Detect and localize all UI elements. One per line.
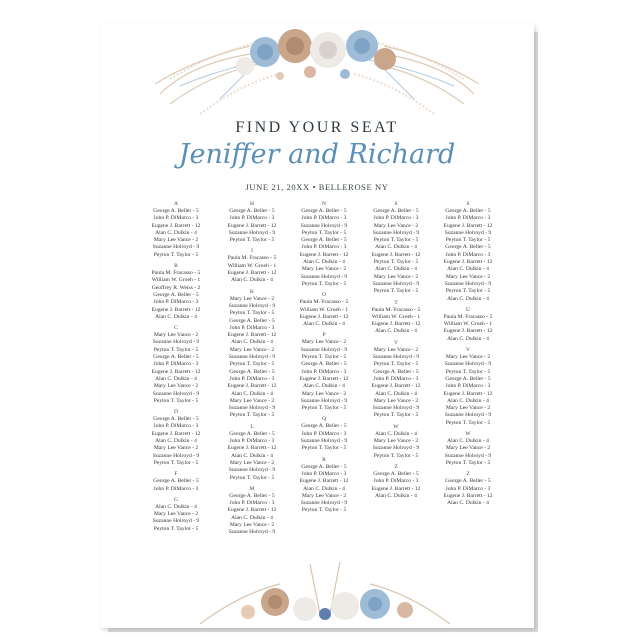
guest-entry: Suzanne Holroyd - 9 (444, 229, 492, 236)
guest-entry: Suzanne Holroyd - 9 (372, 354, 420, 361)
letter-group (212, 201, 292, 244)
guest-entry: Suzanne Holroyd - 9 (372, 229, 420, 236)
guest-entry: Eugene J. Barrett - 12 (299, 375, 349, 382)
guest-entry: Mary Lee Vance - 2 (229, 295, 275, 302)
letter-group (136, 201, 216, 259)
guest-entry: George A. Beller - 5 (301, 208, 347, 214)
group-letter: Q (322, 416, 326, 423)
guest-entry: Peyton T. Taylor - 5 (445, 237, 491, 244)
guest-entry: Alan C. Dulkin - 4 (375, 492, 417, 499)
group-letter: W (393, 423, 399, 430)
group-letter: P (322, 332, 326, 339)
guest-entry: Eugene J. Barrett - 12 (227, 507, 277, 514)
guest-entry: Eugene J. Barrett - 12 (371, 251, 421, 258)
letter-group (136, 263, 216, 321)
guest-entry: Alan C. Dulkin - 4 (447, 500, 489, 507)
guest-entry: Mary Lee Vance - 2 (153, 511, 199, 518)
letter-group (428, 471, 508, 507)
guest-entry: Geoffrey R. Weiss - 2 (151, 284, 201, 291)
guest-entry: John P. DiMarco - 3 (445, 251, 491, 258)
guest-entry: Alan C. Dulkin - 4 (155, 438, 197, 445)
guest-entry: Eugene J. Barrett - 12 (227, 270, 277, 277)
guest-entry: George A. Beller - 5 (373, 368, 419, 375)
guest-entry: Peyton T. Taylor - 5 (445, 368, 491, 375)
guest-entry: John P. DiMarco - 3 (153, 299, 199, 306)
group-letter: C (174, 325, 178, 332)
guest-entry: Eugene J. Barrett - 12 (299, 313, 349, 320)
guest-entry: George A. Beller - 5 (153, 291, 199, 298)
guest-entry: John P. DiMarco - 3 (301, 430, 347, 437)
guest-entry: John P. DiMarco - 3 (301, 244, 347, 251)
guest-entry: Suzanne Holroyd - 9 (372, 405, 420, 412)
guest-entry: Suzanne Holroyd - 9 (152, 518, 200, 525)
guest-entry: Peyton T. Taylor - 5 (229, 474, 275, 481)
group-letter: W (465, 431, 471, 438)
guest-entry: George A. Beller - 5 (229, 317, 275, 324)
sign-heading: FIND YOUR SEAT (235, 119, 399, 136)
guest-entry: Peyton T. Taylor - 5 (301, 445, 347, 452)
guest-entry: John P. DiMarco - 3 (229, 215, 275, 222)
seating-column-2 (212, 201, 292, 541)
guest-entry: William W. Groeh - 1 (443, 321, 493, 328)
seating-column-3 (284, 201, 364, 519)
guest-entry: Eugene J. Barrett - 12 (227, 383, 277, 390)
guest-entry: Alan C. Dulkin - 4 (231, 339, 273, 346)
guest-entry: Eugene J. Barrett - 12 (371, 321, 421, 328)
letter-group (136, 409, 216, 467)
letter-group (284, 457, 364, 515)
guest-entry: Alan C. Dulkin - 4 (303, 259, 345, 266)
guest-entry: Eugene J. Barrett - 12 (371, 485, 421, 492)
guest-entry: Peyton T. Taylor - 5 (373, 237, 419, 244)
guest-entry: Mary Lee Vance - 2 (153, 332, 199, 339)
group-letter: V (394, 339, 398, 346)
guest-entry: George A. Beller - 5 (153, 478, 199, 485)
guest-entry: Suzanne Holroyd - 9 (228, 529, 276, 536)
group-letter: G (174, 496, 178, 503)
guest-entry: Alan C. Dulkin - 4 (231, 277, 273, 284)
guest-entry: Mary Lee Vance - 2 (229, 459, 275, 466)
guest-entry: Suzanne Holroyd - 9 (372, 280, 420, 287)
guest-entry: Eugene J. Barrett - 12 (151, 368, 201, 375)
guest-entry: Eugene J. Barrett - 12 (151, 430, 201, 437)
guest-entry: Peyton T. Taylor - 5 (153, 251, 199, 258)
guest-entry: Mary Lee Vance - 2 (229, 521, 275, 528)
guest-entry: John P. DiMarco - 3 (229, 438, 275, 445)
guest-entry: Mary Lee Vance - 2 (301, 492, 347, 499)
guest-entry: Eugene J. Barrett - 12 (151, 222, 201, 229)
seating-column-1 (136, 201, 216, 537)
letter-group (428, 347, 508, 427)
guest-entry: Paula M. Fracasso - 5 (443, 313, 493, 320)
guest-entry: John P. DiMarco - 3 (229, 500, 275, 507)
guest-entry: John P. DiMarco - 3 (153, 423, 199, 430)
seating-column-4 (356, 201, 436, 504)
guest-entry: Mary Lee Vance - 2 (445, 273, 491, 280)
guest-entry: Peyton T. Taylor - 5 (445, 288, 491, 295)
group-letter: U (466, 306, 470, 313)
guest-entry: Suzanne Holroyd - 9 (228, 229, 276, 236)
guest-entry: Alan C. Dulkin - 4 (231, 390, 273, 397)
guest-entry: Suzanne Holroyd - 9 (152, 452, 200, 459)
guest-entry: Alan C. Dulkin - 4 (155, 375, 197, 382)
group-letter: V (466, 347, 470, 354)
letter-group (284, 332, 364, 412)
guest-entry: John P. DiMarco - 3 (373, 478, 419, 485)
guest-entry: Suzanne Holroyd - 9 (444, 412, 492, 419)
guest-entry: Mary Lee Vance - 2 (229, 397, 275, 404)
guest-entry: John P. DiMarco - 3 (153, 215, 199, 222)
guest-entry: Peyton T. Taylor - 5 (229, 412, 275, 419)
group-letter: Z (466, 471, 470, 478)
guest-entry: Peyton T. Taylor - 5 (301, 405, 347, 412)
guest-entry: Peyton T. Taylor - 5 (153, 346, 199, 353)
guest-entry: Alan C. Dulkin - 4 (231, 514, 273, 521)
guest-entry: Peyton T. Taylor - 5 (373, 412, 419, 419)
guest-entry: Mary Lee Vance - 2 (153, 237, 199, 244)
letter-group (356, 300, 436, 336)
group-letter: N (322, 201, 326, 207)
guest-entry: Mary Lee Vance - 2 (373, 397, 419, 404)
guest-entry: John P. DiMarco - 3 (301, 368, 347, 375)
guest-entry: Suzanne Holroyd - 9 (372, 445, 420, 452)
group-letter: H (250, 201, 254, 207)
guest-entry: George A. Beller - 5 (229, 368, 275, 375)
group-letter: I (251, 248, 253, 255)
guest-entry: Suzanne Holroyd - 9 (300, 397, 348, 404)
guest-entry: George A. Beller - 5 (445, 208, 491, 214)
guest-entry: Alan C. Dulkin - 4 (447, 397, 489, 404)
letter-group (428, 431, 508, 467)
guest-entry: Peyton T. Taylor - 5 (301, 280, 347, 287)
guest-entry: Suzanne Holroyd - 9 (300, 346, 348, 353)
guest-entry: Alan C. Dulkin - 4 (155, 313, 197, 320)
guest-entry: Suzanne Holroyd - 9 (228, 467, 276, 474)
guest-entry: Paula M. Fracasso - 5 (371, 306, 421, 313)
guest-entry: Eugene J. Barrett - 12 (227, 445, 277, 452)
guest-entry: John P. DiMarco - 3 (445, 215, 491, 222)
guest-entry: Eugene J. Barrett - 12 (443, 222, 493, 229)
guest-entry: John P. DiMarco - 3 (153, 361, 199, 368)
guest-entry: John P. DiMarco - 3 (445, 485, 491, 492)
group-letter: S (466, 201, 470, 207)
guest-entry: Suzanne Holroyd - 9 (228, 354, 276, 361)
guest-entry: John P. DiMarco - 3 (229, 324, 275, 331)
letter-group (212, 289, 292, 420)
guest-entry: Mary Lee Vance - 2 (301, 266, 347, 273)
group-letter: L (250, 423, 254, 430)
guest-entry: Alan C. Dulkin - 4 (375, 430, 417, 437)
group-letter: A (174, 201, 178, 207)
guest-entry: William W. Groeh - 1 (371, 313, 421, 320)
letter-group (136, 497, 216, 533)
guest-entry: John P. DiMarco - 3 (373, 215, 419, 222)
guest-entry: George A. Beller - 5 (301, 423, 347, 430)
guest-entry: George A. Beller - 5 (153, 208, 199, 214)
guest-entry: Mary Lee Vance - 2 (373, 273, 419, 280)
guest-entry: George A. Beller - 5 (229, 492, 275, 499)
guest-entry: Peyton T. Taylor - 5 (229, 237, 275, 244)
floral-arrangement-top (100, 24, 534, 124)
guest-entry: Mary Lee Vance - 2 (153, 383, 199, 390)
guest-entry: Alan C. Dulkin - 4 (375, 244, 417, 251)
guest-entry: Paula M. Fracasso - 5 (227, 255, 277, 262)
letter-group (212, 424, 292, 482)
date-location: JUNE 21, 20XX • BELLEROSE NY (245, 182, 389, 192)
guest-entry: Eugene J. Barrett - 12 (443, 259, 493, 266)
guest-entry: Alan C. Dulkin - 4 (231, 452, 273, 459)
group-letter: Z (394, 463, 398, 470)
guest-entry: Eugene J. Barrett - 12 (227, 332, 277, 339)
guest-entry: Suzanne Holroyd - 9 (300, 273, 348, 280)
group-letter: T (394, 299, 398, 306)
letter-group (212, 248, 292, 284)
couple-names: Jeniffer and Richard (178, 139, 456, 170)
group-letter: O (322, 292, 326, 299)
guest-entry: Suzanne Holroyd - 9 (228, 405, 276, 412)
guest-entry: Peyton T. Taylor - 5 (445, 419, 491, 426)
letter-group (136, 471, 216, 493)
group-letter: D (174, 409, 178, 416)
seating-chart-sign (100, 24, 534, 628)
guest-entry: George A. Beller - 5 (229, 208, 275, 214)
guest-entry: George A. Beller - 5 (445, 478, 491, 485)
guest-entry: Peyton T. Taylor - 5 (153, 459, 199, 466)
guest-entry: Mary Lee Vance - 2 (153, 445, 199, 452)
guest-entry: George A. Beller - 5 (445, 375, 491, 382)
guest-entry: Mary Lee Vance - 2 (373, 222, 419, 229)
letter-group (212, 486, 292, 537)
guest-entry: Peyton T. Taylor - 5 (229, 361, 275, 368)
guest-entry: William W. Groeh - 1 (151, 277, 201, 284)
guest-entry: George A. Beller - 5 (301, 463, 347, 470)
guest-entry: Alan C. Dulkin - 4 (447, 438, 489, 445)
letter-group (284, 292, 364, 328)
group-letter: S (394, 201, 398, 207)
group-letter: F (174, 471, 178, 478)
guest-entry: Alan C. Dulkin - 4 (447, 295, 489, 302)
guest-entry: George A. Beller - 5 (373, 470, 419, 477)
guest-entry: Eugene J. Barrett - 12 (299, 251, 349, 258)
guest-entry: Eugene J. Barrett - 12 (151, 306, 201, 313)
guest-entry: Eugene J. Barrett - 12 (299, 478, 349, 485)
guest-entry: Mary Lee Vance - 2 (301, 339, 347, 346)
guest-entry: Eugene J. Barrett - 12 (443, 492, 493, 499)
letter-group (284, 201, 364, 288)
guest-entry: Peyton T. Taylor - 5 (301, 229, 347, 236)
guest-entry: Peyton T. Taylor - 5 (373, 361, 419, 368)
guest-entry: Suzanne Holroyd - 9 (152, 390, 200, 397)
guest-entry: Peyton T. Taylor - 5 (445, 459, 491, 466)
guest-entry: William W. Groeh - 1 (227, 262, 277, 269)
group-letter: K (250, 288, 254, 295)
guest-entry: Eugene J. Barrett - 12 (371, 383, 421, 390)
guest-entry: Peyton T. Taylor - 5 (153, 397, 199, 404)
letter-group (284, 416, 364, 452)
guest-entry: George A. Beller - 5 (373, 208, 419, 214)
guest-entry: Peyton T. Taylor - 5 (373, 452, 419, 459)
guest-entry: Eugene J. Barrett - 12 (443, 328, 493, 335)
guest-entry: Suzanne Holroyd - 9 (228, 302, 276, 309)
group-letter: B (174, 263, 178, 270)
guest-entry: George A. Beller - 5 (153, 416, 199, 423)
guest-entry: Suzanne Holroyd - 9 (152, 339, 200, 346)
guest-entry: Alan C. Dulkin - 4 (303, 321, 345, 328)
guest-entry: John P. DiMarco - 3 (301, 470, 347, 477)
guest-entry: Suzanne Holroyd - 9 (444, 361, 492, 368)
guest-entry: Suzanne Holroyd - 9 (300, 222, 348, 229)
guest-entry: Mary Lee Vance - 2 (301, 390, 347, 397)
guest-entry: Alan C. Dulkin - 4 (303, 485, 345, 492)
letter-group (356, 201, 436, 296)
guest-entry: Mary Lee Vance - 2 (445, 354, 491, 361)
guest-entry: Alan C. Dulkin - 4 (375, 390, 417, 397)
guest-entry: Suzanne Holroyd - 9 (152, 244, 200, 251)
group-letter: M (249, 485, 255, 492)
guest-entry: John P. DiMarco - 3 (229, 375, 275, 382)
letter-group (356, 340, 436, 420)
guest-entry: Peyton T. Taylor - 5 (301, 354, 347, 361)
guest-entry: George A. Beller - 5 (301, 237, 347, 244)
guest-entry: William W. Groeh - 1 (299, 306, 349, 313)
guest-entry: Mary Lee Vance - 2 (445, 405, 491, 412)
guest-entry: Peyton T. Taylor - 5 (373, 288, 419, 295)
guest-entry: George A. Beller - 5 (445, 244, 491, 251)
guest-entry: George A. Beller - 5 (153, 354, 199, 361)
seating-column-5 (428, 201, 508, 511)
guest-entry: Peyton T. Taylor - 5 (373, 259, 419, 266)
guest-entry: Alan C. Dulkin - 4 (303, 383, 345, 390)
guest-entry: George A. Beller - 5 (229, 430, 275, 437)
letter-group (356, 424, 436, 460)
guest-entry: Suzanne Holroyd - 9 (444, 452, 492, 459)
guest-entry: Alan C. Dulkin - 4 (155, 229, 197, 236)
guest-entry: Alan C. Dulkin - 4 (155, 503, 197, 510)
guest-entry: Alan C. Dulkin - 4 (447, 335, 489, 342)
guest-entry: Eugene J. Barrett - 12 (443, 390, 493, 397)
guest-entry: Alan C. Dulkin - 4 (447, 266, 489, 273)
guest-entry: Peyton T. Taylor - 5 (301, 507, 347, 514)
guest-entry: Mary Lee Vance - 2 (229, 346, 275, 353)
letter-group (428, 307, 508, 343)
letter-group (356, 464, 436, 500)
letter-group (136, 325, 216, 405)
guest-entry: Alan C. Dulkin - 4 (375, 328, 417, 335)
guest-entry: Alan C. Dulkin - 4 (375, 266, 417, 273)
guest-entry: John P. DiMarco - 3 (445, 383, 491, 390)
guest-entry: George A. Beller - 5 (301, 361, 347, 368)
guest-entry: Mary Lee Vance - 2 (373, 346, 419, 353)
group-letter: R (322, 456, 326, 463)
guest-entry: Suzanne Holroyd - 9 (300, 438, 348, 445)
floral-arrangement-bottom (180, 554, 470, 628)
guest-entry: Paula M. Fracasso - 5 (299, 299, 349, 306)
letter-group (428, 201, 508, 303)
guest-entry: Eugene J. Barrett - 12 (227, 222, 277, 229)
guest-entry: John P. DiMarco - 3 (373, 375, 419, 382)
guest-entry: Peyton T. Taylor - 5 (153, 525, 199, 532)
guest-entry: Peyton T. Taylor - 5 (229, 310, 275, 317)
guest-entry: John P. DiMarco - 3 (153, 485, 199, 492)
guest-entry: Paula M. Fracasso - 5 (151, 270, 201, 277)
guest-entry: Suzanne Holroyd - 9 (444, 280, 492, 287)
guest-entry: John P. DiMarco - 3 (301, 215, 347, 222)
guest-entry: Mary Lee Vance - 2 (373, 438, 419, 445)
guest-entry: Mary Lee Vance - 2 (445, 445, 491, 452)
guest-entry: Suzanne Holroyd - 9 (300, 500, 348, 507)
